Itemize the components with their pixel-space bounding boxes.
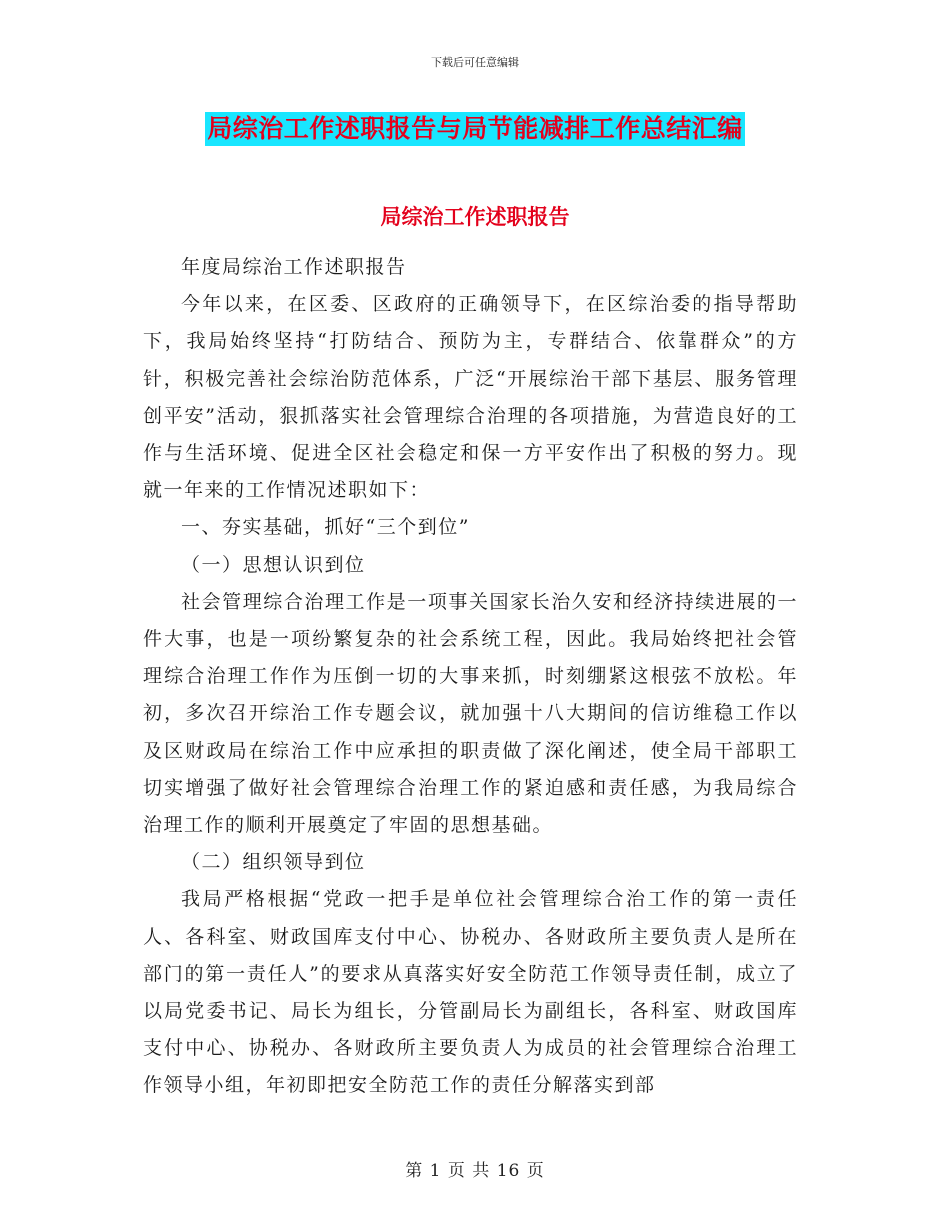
section-title: 局综治工作述职报告	[380, 205, 570, 229]
heading-level-2: （一）思想认识到位	[181, 553, 366, 576]
heading-level-1: 一、夯实基础，抓好“三个到位”	[181, 516, 470, 539]
document-body	[143, 249, 798, 1105]
paragraph-subtitle: 年度局综治工作述职报告	[181, 256, 407, 278]
document-title-container	[0, 112, 950, 146]
page-number: 第 1 页 共 16 页	[405, 1161, 545, 1181]
paragraph-intro: 今年以来，在区委、区政府的正确领导下，在区综治委的指导帮助下，我局始终坚持“打防结合、预防为主，专群结合、依靠群众”的方针，积极完善社会综治防范体系，广泛“开展综治干部下基层、服务管理创平安”活动，狠抓落实社会管理综合治理的各项措施，为营造良好的工作与生活环境、促进全区社会稳定和保一方平安作出了积极的努力。现就一年来的工作情况述职如下：	[143, 293, 798, 502]
document-title: 局综治工作述职报告与局节能减排工作总结汇编	[205, 112, 745, 146]
heading-level-2: （二）组织领导到位	[181, 851, 366, 874]
paragraph-body: 社会管理综合治理工作是一项事关国家长治久安和经济持续进展的一件大事，也是一项纷繁复杂的社会系统工程，因此。我局始终把社会管理综合治理工作作为压倒一切的大事来抓，时刻绷紧这根弦不放松。年初，多次召开综治工作专题会议，就加强十八大期间的信访维稳工作以及区财政局在综治工作中应承担的职责做了深化阐述，使全局干部职工切实增强了做好社会管理综合治理工作的紧迫感和责任感，为我局综合治理工作的顺利开展奠定了牢固的思想基础。	[143, 590, 798, 837]
paragraph-body: 我局严格根据“党政一把手是单位社会管理综合治工作的第一责任人、各科室、财政国库支付中心、协税办、各财政所主要负责人是所在部门的第一责任人”的要求从真落实好安全防范工作领导责任制，成立了以局党委书记、局长为组长，分管副局长为副组长，各科室、财政国库支付中心、协税办、各财政所主要负责人为成员的社会管理综合治理工作领导小组，年初即把安全防范工作的责任分解落实到部	[143, 888, 798, 1097]
header-note: 下载后可任意编辑	[431, 56, 519, 69]
